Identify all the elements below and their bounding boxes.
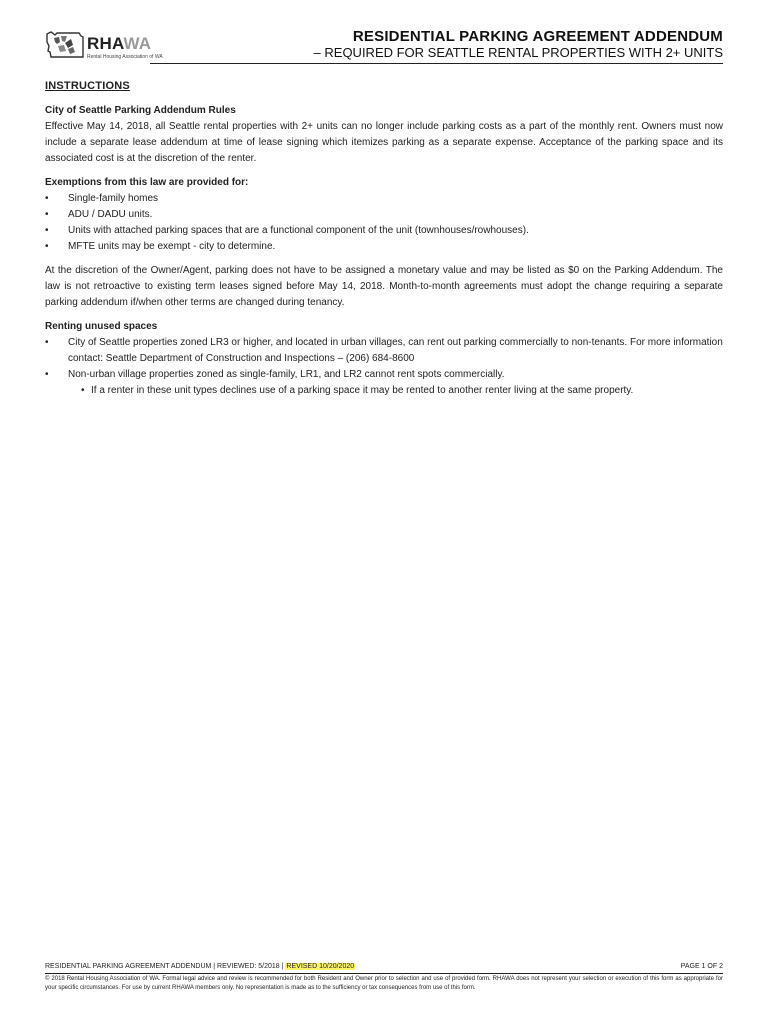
footer-legal-notice: © 2018 Rental Housing Association of WA. Formal legal advice and review is recommended for both Resident and Owner prior to selection and use of provided form. RHAWA does not represent your selection or execution of this form as appropriate for your specific circumstances. For use by current RHAWA members only. No representation is made as to the sufficiency or tax consequences from use of this form. xyxy=(45,976,723,991)
logo-wordmark-main: RHA xyxy=(87,34,124,53)
logo-tagline: Rental Housing Association of WA xyxy=(87,54,163,60)
list-item: • MFTE units may be exempt - city to determine. xyxy=(45,239,723,255)
page-header xyxy=(45,26,723,66)
renting-heading: Renting unused spaces xyxy=(45,321,158,332)
list-item: • Single-family homes xyxy=(45,191,723,207)
instructions-heading: INSTRUCTIONS xyxy=(45,80,130,92)
footer-form-info xyxy=(45,962,355,972)
instructions-section xyxy=(45,78,723,407)
revised-date-highlight: REVISED 10/20/2020 xyxy=(286,963,355,970)
footer-divider xyxy=(45,973,723,974)
exemptions-list xyxy=(45,191,723,255)
washington-state-logo-icon xyxy=(45,30,85,60)
list-item: • City of Seattle properties zoned LR3 or higher, and located in urban villages, can rent out parking commercially to non-tenants. For more information contact: Seattle Department of Construction and Inspections – (206) 684-8600 xyxy=(45,335,723,367)
list-item: • ADU / DADU units. xyxy=(45,207,723,223)
rules-paragraph: Effective May 14, 2018, all Seattle rental properties with 2+ units can no longer include parking costs as a part of the monthly rent. Owners must now include a separate lease addendum at time of lease signing which itemizes parking as a separate expense. Acceptance of the parking space and its associated cost is at the discretion of the renter. xyxy=(45,121,723,164)
document-title: RESIDENTIAL PARKING AGREEMENT ADDENDUM xyxy=(352,28,723,45)
list-item: • Units with attached parking spaces that are a functional component of the unit (townhouses/rowhouses). xyxy=(45,223,723,239)
form-review-info: RESIDENTIAL PARKING AGREEMENT ADDENDUM | REVIEWED: 5/2018 | xyxy=(45,963,284,970)
logo-wordmark xyxy=(87,34,151,54)
rhawa-logo xyxy=(45,30,175,62)
list-item: • Non-urban village properties zoned as single-family, LR1, and LR2 cannot rent spots commercially. xyxy=(45,367,723,383)
rules-heading: City of Seattle Parking Addendum Rules xyxy=(45,105,236,116)
exemptions-heading: Exemptions from this law are provided for: xyxy=(45,177,249,188)
list-item-nested: • If a renter in these unit types declines use of a parking space it may be rented to another renter living at the same property. xyxy=(45,383,723,399)
header-divider xyxy=(150,63,723,64)
page-number: PAGE 1 OF 2 xyxy=(680,963,723,970)
logo-wordmark-accent: WA xyxy=(123,34,152,53)
renting-list xyxy=(45,335,723,399)
document-subtitle: – REQUIRED FOR SEATTLE RENTAL PROPERTIES WITH 2+ UNITS xyxy=(313,45,723,60)
footer-info-row xyxy=(45,961,723,973)
discretion-paragraph: At the discretion of the Owner/Agent, parking does not have to be assigned a monetary value and may be listed as $0 on the Parking Addendum. The law is not retroactive to existing term leases signed before May 14, 2018. Month-to-month agreements must adopt the change requiring a separate parking addendum if/when other terms are changed during tenancy. xyxy=(45,265,723,308)
page-footer xyxy=(45,961,723,993)
